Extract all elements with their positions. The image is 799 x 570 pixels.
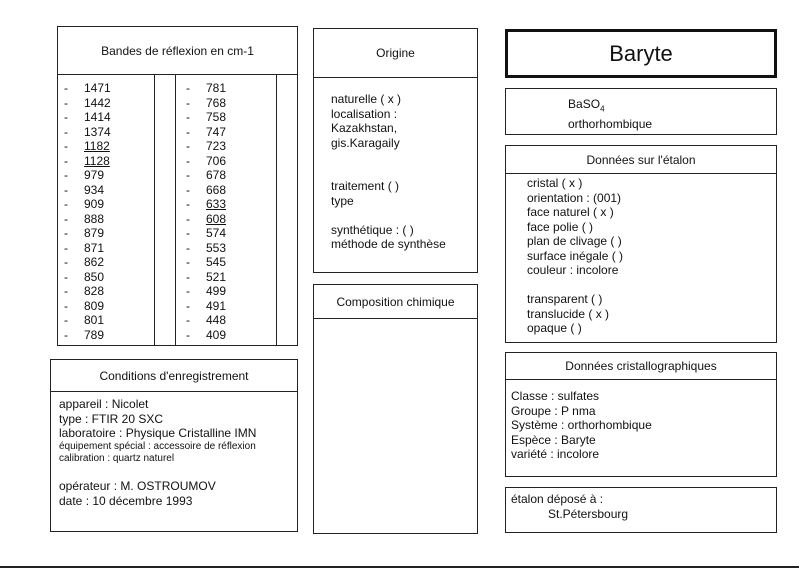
- etalon-body: [527, 176, 623, 336]
- band-row: [186, 168, 226, 183]
- band-dash: -: [64, 110, 68, 124]
- band-row: [186, 96, 226, 111]
- band-dash: -: [186, 255, 190, 269]
- band-dash: -: [64, 124, 68, 139]
- band-dash: -: [186, 81, 190, 95]
- band-value: 409: [206, 327, 227, 342]
- band-row: [64, 226, 111, 241]
- band-row: [64, 328, 111, 343]
- band-row: [64, 212, 111, 227]
- bands-left-column: [64, 81, 111, 342]
- band-value: 491: [206, 298, 227, 313]
- band-value: 934: [84, 182, 105, 197]
- band-row: [186, 183, 226, 198]
- band-dash: -: [186, 284, 190, 298]
- band-value: 809: [84, 298, 105, 313]
- composition-panel: [313, 284, 478, 534]
- cristallo-line: Classe : sulfates: [511, 389, 600, 403]
- band-row: [64, 154, 111, 169]
- band-dash: -: [186, 327, 190, 342]
- band-value: 499: [206, 284, 227, 298]
- band-dash: -: [64, 168, 68, 182]
- depot-label: étalon déposé à :: [511, 492, 604, 506]
- band-value: 781: [206, 81, 227, 95]
- etalon-line: face polie ( ): [527, 219, 594, 234]
- band-dash: -: [186, 211, 190, 226]
- band-row: [186, 139, 226, 154]
- bands-panel: [57, 26, 298, 346]
- band-value: 545: [206, 255, 227, 269]
- origine-panel: [313, 28, 478, 273]
- origine-line: Kazakhstan,: [331, 121, 398, 135]
- band-row: [186, 226, 226, 241]
- etalon-line: face naturel ( x ): [527, 205, 614, 219]
- band-row: [186, 81, 226, 96]
- origine-line: localisation :: [331, 106, 398, 121]
- band-dash: -: [64, 139, 68, 153]
- crystal-system-line: orthorhombique: [568, 116, 653, 131]
- band-dash: -: [64, 153, 68, 168]
- band-value: 1128: [84, 153, 110, 168]
- origine-line: traitement ( ): [331, 179, 400, 193]
- band-row: [186, 270, 226, 285]
- origine-line: naturelle ( x ): [331, 92, 402, 106]
- type-line: type : FTIR 20 SXC: [59, 411, 164, 426]
- origine-line: synthétique : ( ): [331, 222, 414, 237]
- conditions-header: Conditions d'enregistrement: [51, 360, 297, 392]
- etalon-line: couleur : incolore: [527, 263, 619, 277]
- band-row: [64, 255, 111, 270]
- band-row: [186, 328, 226, 343]
- band-value: 862: [84, 255, 105, 269]
- band-value: 633: [206, 197, 227, 211]
- band-value: 1374: [84, 124, 111, 139]
- equipement-line: équipement spécial : accessoire de réflexion: [59, 440, 256, 452]
- band-row: [186, 241, 226, 256]
- etalon-header: Données sur l'étalon: [506, 146, 776, 174]
- band-dash: -: [64, 313, 68, 327]
- band-value: 574: [206, 226, 227, 240]
- band-dash: -: [186, 124, 190, 139]
- band-value: 871: [84, 240, 105, 255]
- band-dash: -: [64, 95, 68, 110]
- etalon-line: plan de clivage ( ): [527, 234, 622, 248]
- band-dash: -: [64, 226, 68, 240]
- band-dash: -: [64, 81, 68, 95]
- etalon-line: transparent ( ): [527, 292, 603, 306]
- cristallo-body: [511, 389, 652, 462]
- band-dash: -: [186, 168, 190, 182]
- origine-line: [331, 208, 446, 223]
- band-row: [186, 125, 226, 140]
- band-row: [64, 197, 111, 212]
- formula-line: BaSO$_4$: [568, 97, 605, 114]
- band-row: [64, 270, 111, 285]
- band-dash: -: [186, 313, 190, 327]
- depot-body: [511, 492, 628, 521]
- band-row: [64, 139, 111, 154]
- band-row: [64, 96, 111, 111]
- band-row: [64, 81, 111, 96]
- band-row: [186, 299, 226, 314]
- mineral-name: Baryte: [609, 40, 673, 66]
- band-row: [64, 168, 111, 183]
- band-value: 668: [206, 182, 227, 197]
- etalon-line: translucide ( x ): [527, 306, 610, 321]
- etalon-panel: [505, 145, 777, 343]
- laboratoire-line: laboratoire : Physique Cristalline IMN: [59, 426, 257, 440]
- band-dash: -: [64, 255, 68, 269]
- bands-header: Bandes de réflexion en cm-1: [58, 27, 297, 75]
- band-value: 521: [206, 269, 227, 284]
- band-dash: -: [186, 110, 190, 124]
- cristallo-line: Groupe : P nma: [511, 403, 596, 418]
- band-dash: -: [186, 269, 190, 284]
- cristallo-panel: [505, 352, 777, 477]
- operateur-line: opérateur : M. OSTROUMOV: [59, 479, 216, 493]
- band-dash: -: [64, 298, 68, 313]
- band-row: [64, 125, 111, 140]
- band-value: 1442: [84, 95, 111, 110]
- etalon-line: orientation : (001): [527, 190, 622, 205]
- band-dash: -: [186, 240, 190, 255]
- band-value: 1414: [84, 110, 111, 124]
- origine-line: méthode de synthèse: [331, 237, 446, 251]
- band-row: [186, 313, 226, 328]
- bands-divider-1: [154, 74, 155, 346]
- band-dash: -: [186, 182, 190, 197]
- band-row: [186, 154, 226, 169]
- depot-panel: [505, 487, 777, 533]
- origine-line: type: [331, 193, 354, 208]
- band-value: 1471: [84, 81, 111, 95]
- band-dash: -: [186, 139, 190, 153]
- band-dash: -: [186, 153, 190, 168]
- etalon-line: cristal ( x ): [527, 176, 583, 190]
- band-row: [64, 241, 111, 256]
- band-row: [64, 110, 111, 125]
- band-value: 678: [206, 168, 227, 182]
- band-value: 850: [84, 269, 105, 284]
- band-value: 758: [206, 110, 227, 124]
- appareil-line: appareil : Nicolet: [59, 397, 149, 411]
- conditions-panel: [50, 359, 298, 532]
- band-dash: -: [64, 211, 68, 226]
- bands-right-column: [186, 81, 226, 342]
- band-dash: -: [186, 95, 190, 110]
- band-value: 706: [206, 153, 227, 168]
- band-dash: -: [64, 197, 68, 211]
- etalon-line: surface inégale ( ): [527, 248, 624, 263]
- band-dash: -: [186, 197, 190, 211]
- band-value: 747: [206, 124, 227, 139]
- band-row: [64, 284, 111, 299]
- band-dash: -: [64, 269, 68, 284]
- etalon-line: [527, 278, 623, 293]
- band-row: [186, 212, 226, 227]
- band-value: 768: [206, 95, 227, 110]
- band-row: [186, 284, 226, 299]
- band-row: [64, 313, 111, 328]
- band-dash: -: [186, 298, 190, 313]
- band-dash: -: [64, 327, 68, 342]
- band-row: [64, 183, 111, 198]
- band-value: 888: [84, 211, 105, 226]
- conditions-body: [59, 397, 256, 508]
- date-line: date : 10 décembre 1993: [59, 493, 193, 508]
- band-value: 909: [84, 197, 105, 211]
- band-value: 553: [206, 240, 227, 255]
- depot-location: St.Pétersbourg: [548, 506, 629, 521]
- band-value: 828: [84, 284, 105, 298]
- bands-divider-3: [276, 74, 277, 346]
- band-value: 448: [206, 313, 227, 327]
- page-bottom-rule: [0, 566, 799, 568]
- cristallo-line: Espèce : Baryte: [511, 432, 596, 447]
- band-row: [186, 197, 226, 212]
- band-value: 723: [206, 139, 227, 153]
- bands-divider-2: [175, 74, 176, 346]
- band-dash: -: [64, 240, 68, 255]
- composition-header: Composition chimique: [314, 285, 477, 319]
- cristallo-header: Données cristallographiques: [506, 353, 776, 380]
- etalon-line: opaque ( ): [527, 321, 582, 335]
- origine-line: [331, 165, 446, 180]
- band-value: 789: [84, 327, 105, 342]
- band-value: 979: [84, 168, 105, 182]
- band-dash: -: [186, 226, 190, 240]
- origine-body: [331, 92, 446, 252]
- band-value: 879: [84, 226, 105, 240]
- formula-panel: [505, 88, 777, 135]
- origine-header: Origine: [314, 29, 477, 78]
- band-row: [64, 299, 111, 314]
- band-row: [186, 255, 226, 270]
- origine-line: gis.Karagaily: [331, 135, 400, 150]
- band-value: 1182: [84, 139, 110, 153]
- cristallo-line: Système : orthorhombique: [511, 418, 652, 432]
- mineral-title: [505, 29, 777, 78]
- formula-body: [568, 97, 652, 131]
- cristallo-line: variété : incolore: [511, 447, 600, 461]
- band-value: 801: [84, 313, 105, 327]
- origine-line: [331, 150, 446, 165]
- band-dash: -: [64, 284, 68, 298]
- band-value: 608: [206, 211, 227, 226]
- band-row: [186, 110, 226, 125]
- calibration-line: calibration : quartz naturel: [59, 452, 175, 464]
- band-dash: -: [64, 182, 68, 197]
